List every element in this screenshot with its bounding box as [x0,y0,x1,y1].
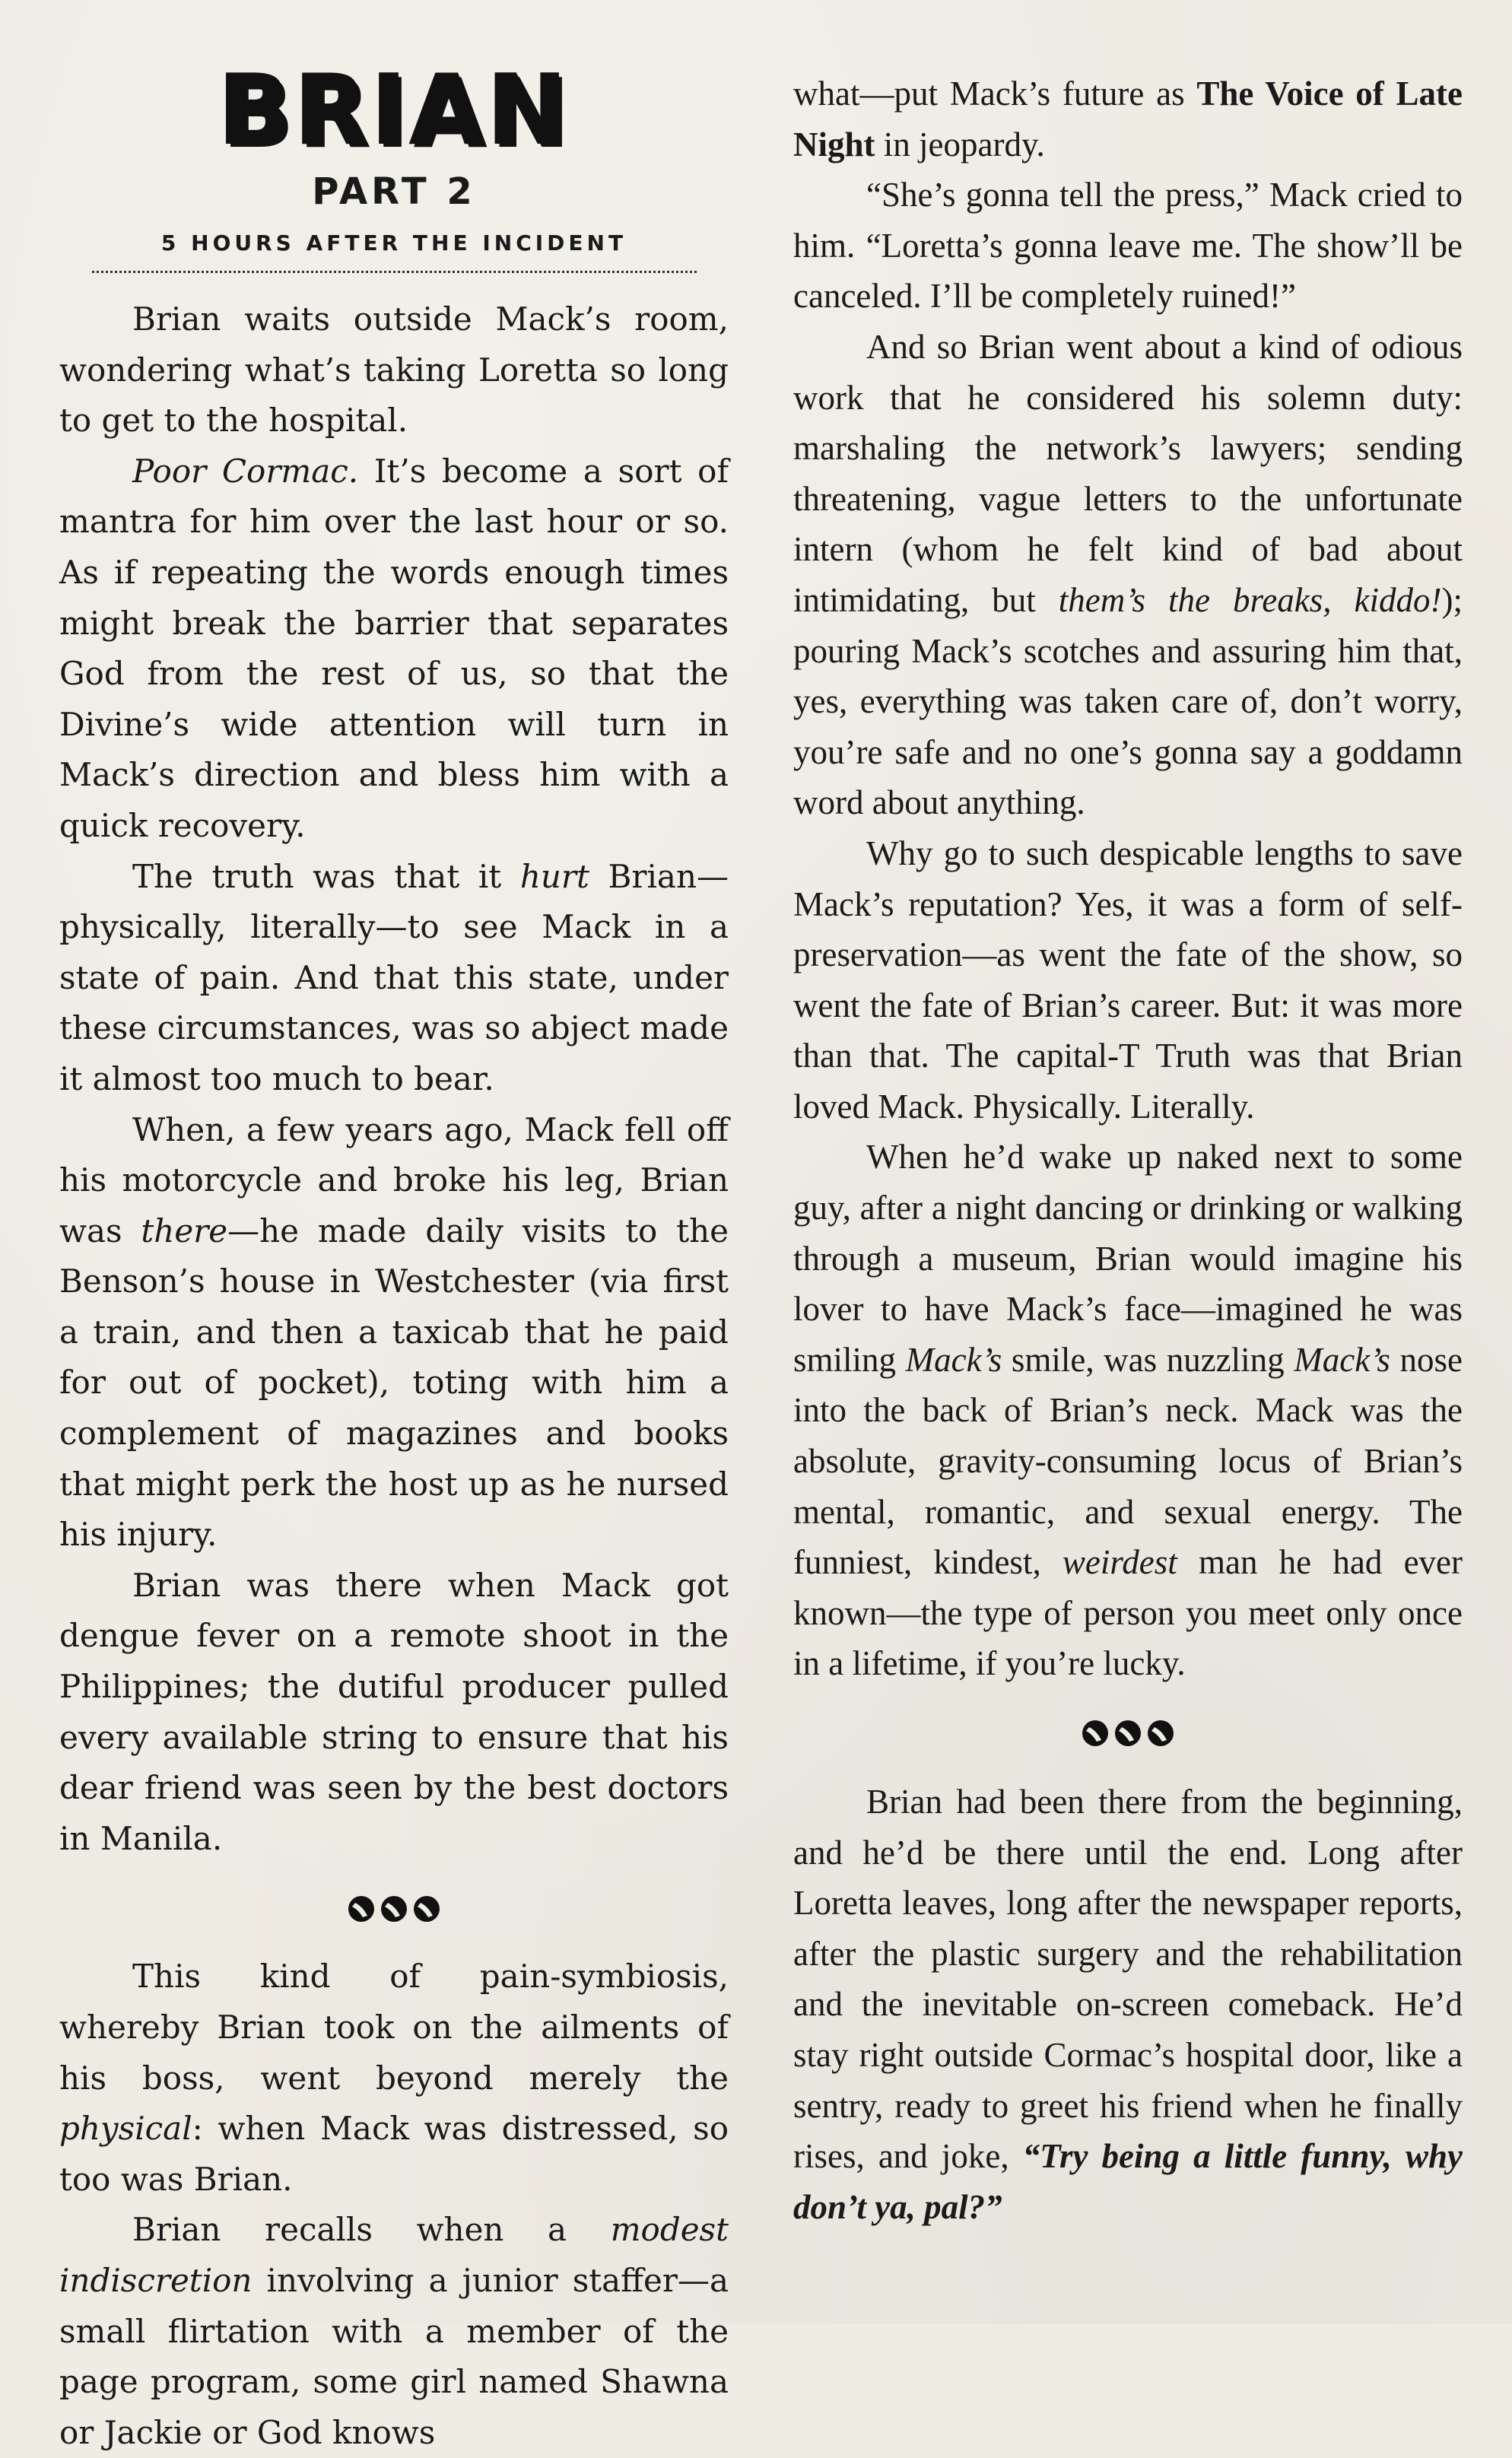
paragraph [59,1561,729,1865]
paragraph [59,852,729,1105]
text: smile, was nuzzling [1002,1340,1294,1379]
paragraph [793,1132,1463,1689]
chapter-tagline: 5 HOURS AFTER THE INCIDENT [160,230,627,256]
paragraph [793,322,1463,828]
text: Brian—physically, literally—to see Mack in a state of pain. And that this state, under these circumstances, was so abject made it almost too much to bear. [59,857,729,1097]
chapter-header [59,54,729,273]
text: When, a few years ago, Mack fell off his motorcycle and broke his leg, Brian was [59,1110,729,1250]
italic-text: them’s the breaks, kiddo! [1058,580,1442,619]
text: “She’s gonna tell the press,” Mack cried to him. “Loretta’s gonna leave me. The show’ll be canceled. I’ll be completely ruined!” [793,176,1463,316]
section-break-ornament-icon [1078,1716,1177,1751]
paragraph [59,446,729,852]
paragraph [59,294,729,446]
text: man he had ever known—the type of person you meet only once in a lifetime, if you’re lucky. [793,1543,1463,1683]
text: what—put Mack’s future as [793,75,1197,113]
dotted-divider [92,271,697,273]
text: involving a junior staffer—a small flirtation with a member of the page program, some girl named Shawna or Jackie or God knows [59,2261,729,2451]
paragraph [793,828,1463,1132]
text: nose into the back of Brian’s neck. Mack was the absolute, gravity-consuming locus of Brian’s mental, romantic, and sexual energy. The funniest, kindest, [793,1340,1463,1582]
paragraph [793,170,1463,322]
italic-text: there [141,1212,228,1250]
italic-text: modest indiscretion [59,2211,729,2299]
text: Brian had been there from the beginning, and he’d be there until the end. Long after Loretta leaves, long after the newspaper reports, after the plastic surgery and the rehabilitation and the inevitable on-screen comeback. He’d stay right outside Cormac’s hospital door, like a sentry, ready to greet his friend when he finally rises, and joke, [793,1783,1463,2176]
text: : when Mack was distressed, so too was Brian. [59,2110,729,2198]
bold-text: The Voice of Late Night [793,75,1463,164]
chapter-subtitle: PART 2 [312,170,476,213]
paragraph [59,1105,729,1561]
text: The truth was that it [132,857,520,895]
paragraph [793,68,1463,170]
text: When he’d wake up naked next to some guy, after a night dancing or drinking or walking through a museum, Brian would imagine his lover to have Mack’s face—imagined he was smiling [793,1138,1463,1379]
left-column [59,0,729,2458]
text: Why go to such despicable lengths to save Mack’s reputation? Yes, it was a form of self-preservation—as went the fate of the show, so went the fate of Brian’s career. But: it was more than that. The capital-T Truth was that Brian loved Mack. Physically. Literally. [793,834,1463,1126]
bold-italic-text: “Try being a little funny, why don’t ya, pal?” [793,2137,1463,2226]
italic-text: Mack’s [905,1340,1002,1379]
paragraph [59,1951,729,2205]
section-break [793,1689,1463,1777]
text: It’s become a sort of mantra for him over the last hour or so. As if repeating the words enough times might break the barrier that separates God from the rest of us, so that the Divine’s wide attention will turn in Mack’s direction and bless him with a quick recovery. [59,452,729,844]
text: Brian was there when Mack got dengue fever on a remote shoot in the Philippines; the dutiful producer pulled every available string to ensure that his dear friend was seen by the best doctors in Manila. [59,1566,729,1857]
section-break [59,1864,729,1951]
text: —he made daily visits to the Benson’s house in Westchester (via first a train, and then a taxicab that he paid for out of pocket), toting with him a complement of magazines and books that might perk the host up as he nursed his injury. [59,1212,729,1554]
text: in jeopardy. [875,125,1045,164]
text: This kind of pain-symbiosis, whereby Brian took on the ailments of his boss, went beyond merely the [59,1958,729,2097]
italic-text: physical [59,2110,192,2148]
left-body [59,294,729,2458]
chapter-title: BRIAN [218,54,570,166]
right-column [793,0,1463,2232]
text: And so Brian went about a kind of odious work that he considered his solemn duty: marshaling the network’s lawyers; sending threatening, vague letters to the unfortunate intern (whom he felt kind of bad about intimidating, but [793,327,1463,619]
paragraph [59,2205,729,2458]
section-break-ornament-icon [345,1891,443,1926]
italic-text: Mack’s [1294,1340,1390,1379]
italic-text: Poor Cormac. [132,452,359,490]
paragraph [793,1777,1463,2232]
text: Brian recalls when a [132,2211,611,2249]
italic-text: weirdest [1062,1543,1177,1582]
right-body [793,68,1463,2232]
italic-text: hurt [519,857,589,895]
text: Brian waits outside Mack’s room, wondering what’s taking Loretta so long to get to the hospital. [59,300,729,440]
text: ); pouring Mack’s scotches and assuring him that, yes, everything was taken care of, don’t worry, you’re safe and no one’s gonna say a goddamn word about anything. [793,580,1463,822]
